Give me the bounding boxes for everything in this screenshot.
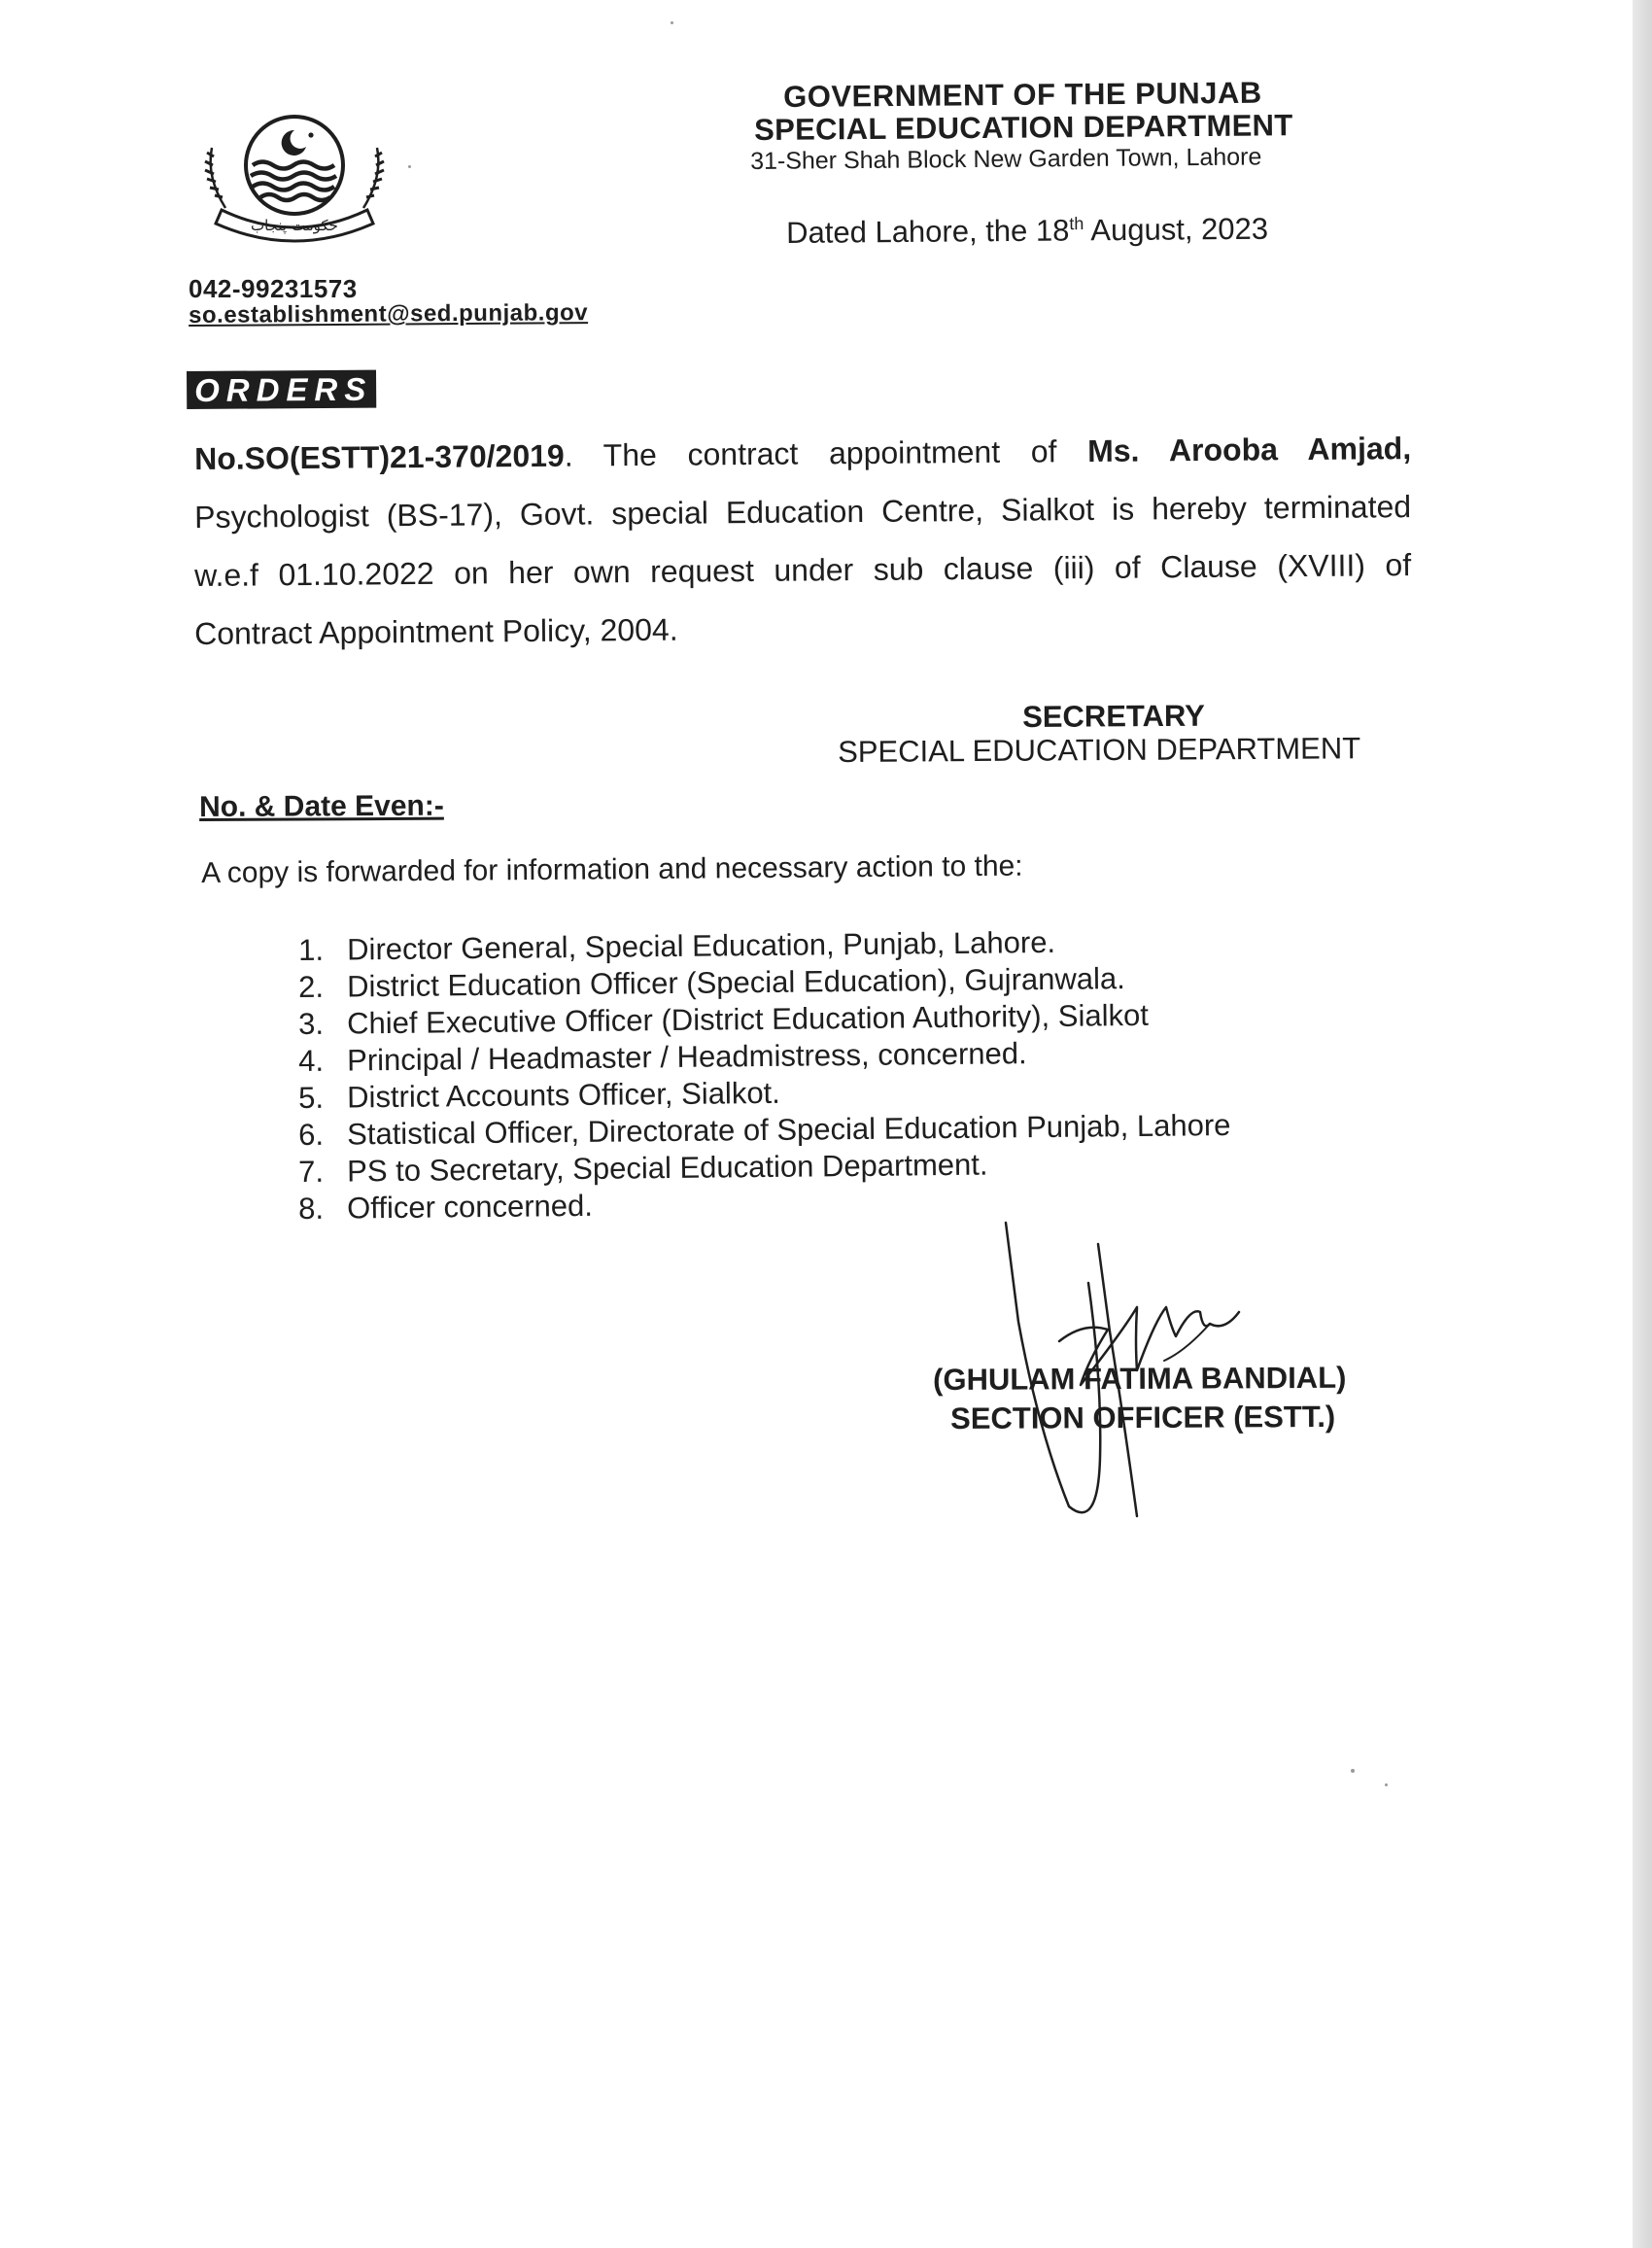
dated-suffix: August, 2023 bbox=[1084, 211, 1269, 248]
signatory-name: (GHULAM FATIMA BANDIAL) bbox=[933, 1360, 1347, 1397]
handwritten-signature-icon bbox=[991, 1215, 1263, 1536]
punjab-government-emblem-icon bbox=[192, 109, 396, 245]
list-item: 7. PS to Secretary, Special Education Department. bbox=[298, 1147, 988, 1189]
government-title: GOVERNMENT OF THE PUNJAB bbox=[783, 75, 1262, 114]
list-item: 6. Statistical Officer, Directorate of Special Education Punjab, Lahore bbox=[298, 1107, 1231, 1152]
dated-line bbox=[786, 212, 1268, 251]
contact-email: so.establishment@sed.punjab.gov bbox=[189, 299, 589, 329]
department-title: SPECIAL EDUCATION DEPARTMENT bbox=[754, 108, 1293, 147]
employee-name: Ms. Arooba Amjad, bbox=[1086, 431, 1412, 468]
scan-speck bbox=[1351, 1769, 1355, 1773]
scan-edge-shadow bbox=[1633, 0, 1652, 2248]
secretary-department: SPECIAL EDUCATION DEPARTMENT bbox=[838, 731, 1361, 769]
scan-speck bbox=[671, 21, 673, 24]
order-number: No.SO(ESTT)21-370/2019 bbox=[194, 437, 565, 476]
emblem-urdu-text: حکومت پنجاب bbox=[251, 217, 338, 234]
contact-phone: 042-99231573 bbox=[189, 274, 358, 303]
order-line-2: Psychologist (BS-17), Govt. special Education Centre, Sialkot is hereby terminated bbox=[194, 489, 1412, 535]
dated-prefix: Dated Lahore, the 18 bbox=[786, 213, 1070, 250]
dated-ordinal: th bbox=[1069, 213, 1084, 234]
list-item: 8. Officer concerned. bbox=[298, 1188, 594, 1226]
order-line-3: w.e.f 01.10.2022 on her own request under sub clause (iii) of Clause (XVIII) of bbox=[194, 547, 1412, 593]
scan-speck bbox=[408, 165, 411, 168]
department-address: 31-Sher Shah Block New Garden Town, Lahore bbox=[750, 143, 1262, 175]
order-line-1-text: . The contract appointment of bbox=[564, 432, 1088, 473]
signatory-title: SECTION OFFICER (ESTT.) bbox=[950, 1399, 1336, 1435]
order-line-1 bbox=[194, 431, 1411, 477]
secretary-title: SECRETARY bbox=[1022, 698, 1205, 734]
distribution-intro: A copy is forwarded for information and necessary action to the: bbox=[201, 849, 1023, 889]
list-item: 1. Director General, Special Education, Punjab, Lahore. bbox=[298, 924, 1056, 967]
orders-heading: ORDERS bbox=[187, 370, 376, 409]
scan-speck bbox=[1385, 1783, 1388, 1786]
list-item: 2. District Education Officer (Special Education), Gujranwala. bbox=[298, 961, 1125, 1004]
no-date-even-heading: No. & Date Even:- bbox=[199, 789, 444, 823]
list-item: 3. Chief Executive Officer (District Education Authority), Sialkot bbox=[298, 997, 1150, 1041]
list-item: 5. District Accounts Officer, Sialkot. bbox=[298, 1075, 780, 1115]
order-line-4: Contract Appointment Policy, 2004. bbox=[194, 611, 678, 651]
list-item: 4. Principal / Headmaster / Headmistress, concerned. bbox=[298, 1036, 1027, 1078]
